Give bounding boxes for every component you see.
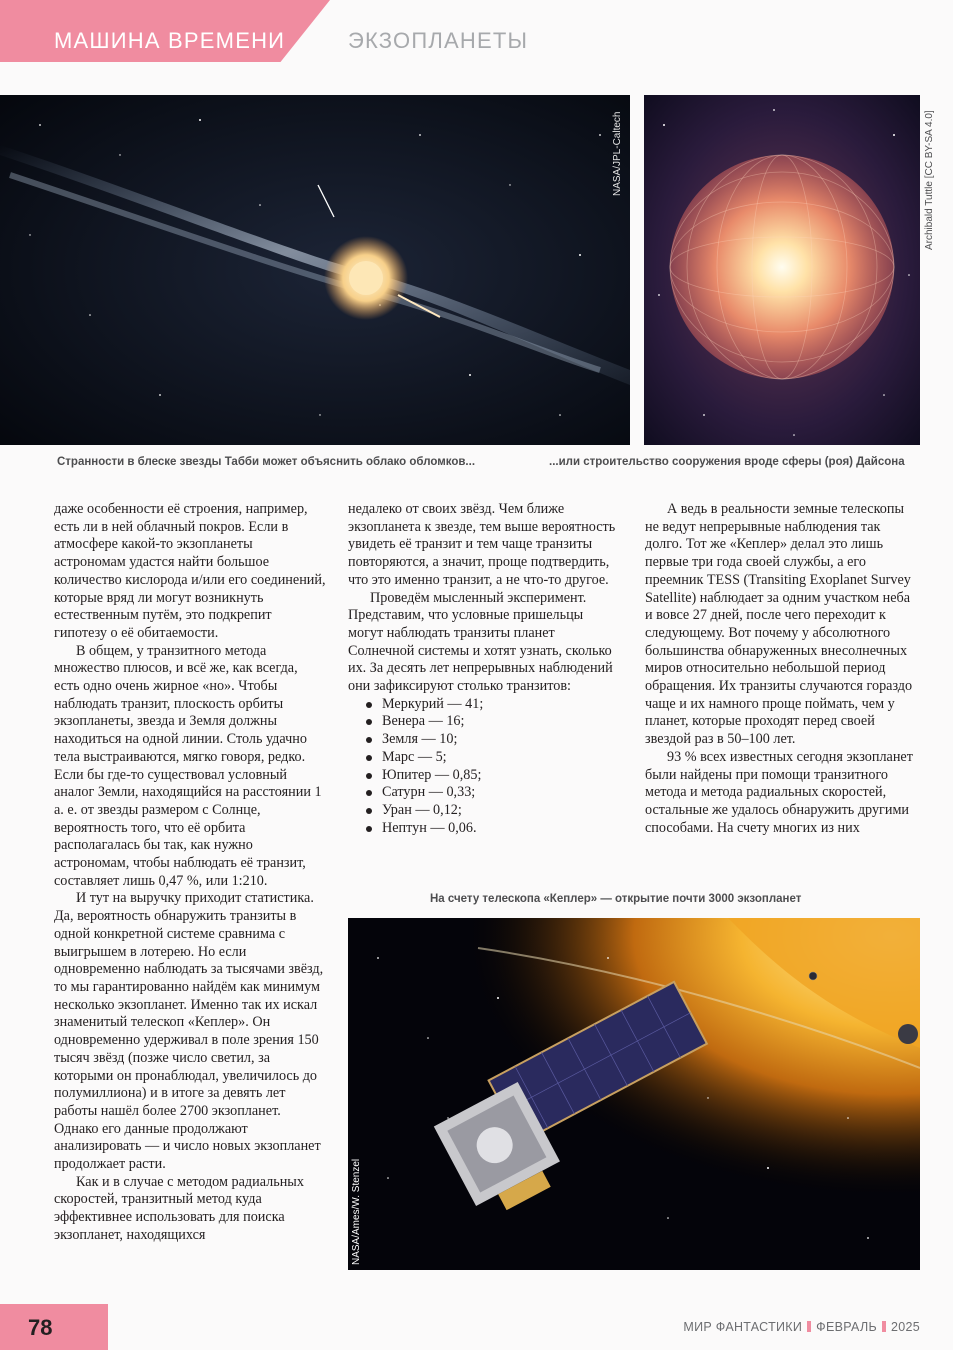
list-item	[366, 767, 616, 785]
text-column-2	[348, 501, 616, 837]
paragraph: Проведём мысленный эксперимент. Представим, что условные пришельцы могут наблюдать транзиты планет Солнечной системы и хотят узнать, сколько их. За десять лет непрерывных наблюдений они зафиксируют столько транзитов:	[348, 589, 613, 695]
text-column-3	[645, 501, 920, 837]
list-item	[366, 784, 616, 802]
list-item	[366, 802, 616, 820]
bullet-icon	[366, 790, 372, 796]
kepler-telescope-image	[348, 918, 920, 1270]
paragraph: недалеко от своих звёзд. Чем ближе экзопланета к звезде, тем выше вероятность увидеть её транзит и тем чаще транзиты повторяются, а значит, проще подтвердить, что это именно транзит, а не что-то другое.	[348, 501, 616, 588]
bullet-icon	[366, 719, 372, 725]
list-item	[366, 696, 616, 714]
list-item-text: Марс — 5;	[382, 748, 447, 765]
issue-month: ФЕВРАЛЬ	[816, 1320, 877, 1334]
credit-top-right: Archibald Tuttle [CC BY-SA 4.0]	[924, 110, 935, 250]
section-title: МАШИНА ВРЕМЕНИ	[54, 28, 286, 53]
list-item	[366, 731, 616, 749]
list-item-text: Сатурн — 0,33;	[382, 784, 476, 801]
credit-top-left: NASA/JPL-Caltech	[612, 111, 623, 196]
paragraph: Как и в случае с методом радиальных скоростей, транзитный метод куда эффективнее использовать для поиска экзопланет, находящихся	[54, 1173, 304, 1243]
paragraph: И тут на выручку приходит статистика. Да, вероятность обнаружить транзиты в одной конкретной системе сравнима с выигрышем в лотерею. Но если одновременно наблюдать за тысячами звёзд, то мы гарантированно найдём как минимум несколько экзопланет. Именно так их искал знаменитый телескоп «Кеплер». Он одновременно удерживал в поле зрения 150 тысяч звёзд (позже число светил, за которыми он пронаблюдал, увеличилось до полумиллиона) и в итоге за девять лет работы нашёл более 2700 экзопланет. Однако его данные продолжают анализировать — и число новых экзопланет продолжает расти.	[54, 890, 324, 1173]
list-item-text: Земля — 10;	[382, 731, 458, 748]
credit-bottom: NASA/Ames/W. Stenzel	[351, 1158, 362, 1265]
bullet-icon	[366, 702, 372, 708]
list-item-text: Нептун — 0,06.	[382, 819, 477, 836]
page-number: 78	[28, 1315, 53, 1340]
list-item	[366, 820, 616, 838]
list-item-text: Юпитер — 0,85;	[382, 766, 482, 783]
list-item-text: Меркурий — 41;	[382, 695, 484, 712]
topic-title: ЭКЗОПЛАНЕТЫ	[348, 28, 529, 53]
issue-year: 2025	[890, 1320, 920, 1334]
list-item-text: Венера — 16;	[382, 713, 465, 730]
caption-top-right: ...или строительство сооружения вроде сферы (роя) Дайсона	[549, 456, 905, 468]
bullet-icon	[366, 773, 372, 779]
bullet-icon	[366, 808, 372, 814]
page-number-box	[0, 1304, 108, 1350]
caption-top-left: Странности в блеске звезды Табби может объяснить облако обломков...	[57, 456, 476, 468]
list-item-text: Уран — 0,12;	[382, 801, 462, 818]
bullet-icon	[366, 755, 372, 761]
paragraph: 93 % всех известных сегодня экзопланет были найдены при помощи транзитного метода и метода радиальных скоростей, остальные же удалось обнаружить другими способами. На счету многих из них	[645, 748, 913, 836]
paragraph: А ведь в реальности земные телескопы не ведут непрерывные наблюдения так долго. Тот же «Кеплер» делал это лишь первые три года своей службы, а его преемник TESS (Transiting Exoplanet Survey Satellite) наблюдает за одним участком неба и вовсе 27 дней, после чего переходит к следующему. Вот почему у абсолютного большинства обнаруженных внесолнечных миров относительно небольшой период обращения. Их транзиты случаются гораздо чаще и их намного проще поймать, чем у планет, которые проходят перед своей звездой раз в 50–100 лет.	[645, 501, 913, 748]
list-item	[366, 749, 616, 767]
dyson-sphere-image	[644, 95, 920, 445]
text-column-1	[54, 501, 326, 1245]
transit-list	[348, 696, 616, 838]
list-item	[366, 713, 616, 731]
magazine-name: МИР ФАНТАСТИКИ	[683, 1320, 803, 1334]
paragraph: даже особенности её строения, например, есть ли в ней облачный покров. Если в атмосфере какой-то экзопланеты астрономам удастся найти большое количество кислорода и/или его соединений, которые вряд ли могут возникнуть естественным путём, это подкрепит гипотезу о её обитаемости.	[54, 501, 326, 641]
paragraph: В общем, у транзитного метода множество плюсов, и всё же, как всегда, есть одно очень жирное «но». Чтобы наблюдать транзит, плоскость орбиты экзопланеты, звезда и Земля должны находиться на одной линии. Столь удачно тела выстраиваются, мягко говоря, редко. Если бы где-то существовал условный аналог Земли, находящийся на расстоянии 1 а. е. от звезды размером с Солнце, вероятность того, что её орбита располагалась бы так, как нужно астрономам, чтобы наблюдать её транзит, составляет лишь 0,47 %, или 1:210.	[54, 642, 322, 889]
footer-separator	[807, 1321, 811, 1332]
tabby-star-image	[0, 95, 630, 445]
footer-magazine	[683, 1320, 920, 1334]
caption-bottom: На счету телескопа «Кеплер» — открытие почти 3000 экзопланет	[430, 893, 802, 905]
footer-separator	[882, 1321, 886, 1332]
bullet-icon	[366, 826, 372, 832]
bullet-icon	[366, 737, 372, 743]
